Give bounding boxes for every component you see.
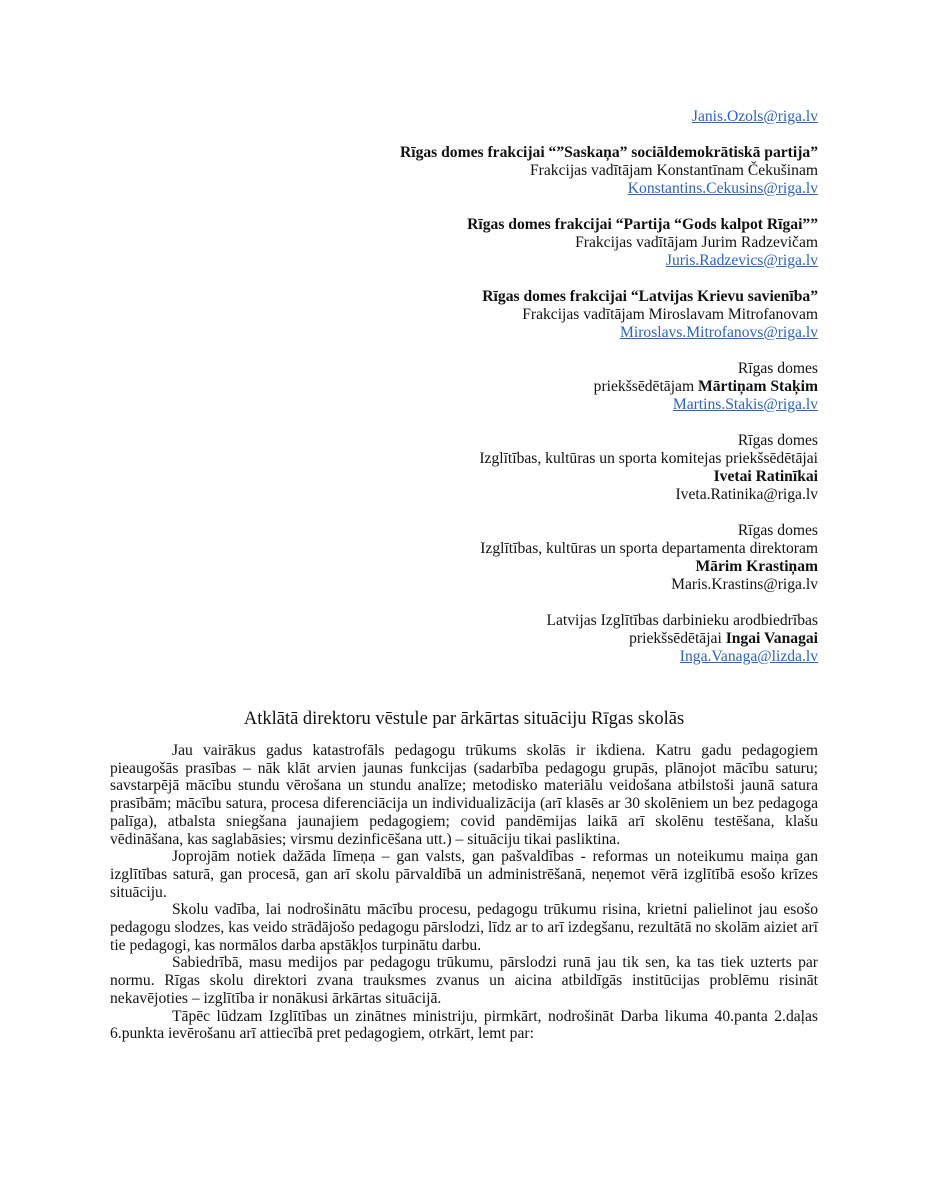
body-paragraph: Joprojām notiek dažāda līmeņa – gan valsts, gan pašvaldības - reformas un noteikumu maiņa gan izglītības saturā, gan procesā, gan arī skolu pārvaldībā un administrēšanā, neņemot vērā izglītībā esošo krīzes situāciju.	[110, 848, 818, 901]
email-link[interactable]: Inga.Vanaga@lizda.lv	[679, 648, 818, 665]
recipient-position: Frakcijas vadītājam Miroslavam Mitrofanovam	[522, 306, 818, 323]
recipient-position: Frakcijas vadītājam Jurim Radzevičam	[575, 234, 818, 251]
letter-title: Atklātā direktoru vēstule par ārkārtas situāciju Rīgas skolās	[243, 709, 685, 729]
recipient-faction: Rīgas domes frakcijai “Latvijas Krievu savienība”	[482, 288, 818, 305]
addressee-list	[300, 108, 818, 684]
recipient-position: Frakcijas vadītājam Konstantīnam Čekušinam	[530, 162, 818, 179]
body-paragraph: Tāpēc lūdzam Izglītības un zinātnes ministriju, pirmkārt, nodrošināt Darba likuma 40.panta 2.daļas 6.punkta ievērošanu arī attiecībā pret pedagogiem, otrkārt, lemt par:	[110, 1007, 818, 1043]
email-link[interactable]: Martins.Stakis@riga.lv	[672, 396, 818, 413]
email-link[interactable]: Janis.Ozols@riga.lv	[691, 108, 818, 125]
recipient-name: Mārim Krastiņam	[695, 558, 818, 575]
recipient-email-text: Maris.Krastins@riga.lv	[671, 576, 818, 593]
recipient-institution: Rīgas domes	[737, 522, 818, 539]
recipient-saskana	[300, 144, 818, 198]
letter-body	[110, 742, 818, 1043]
recipient-faction: Rīgas domes frakcijai “”Saskaņa” sociāldemokrātiskā partija”	[399, 144, 818, 161]
recipient-chairman	[300, 360, 818, 414]
email-link[interactable]: Juris.Radzevics@riga.lv	[665, 252, 818, 269]
recipient-krievu-savieniba	[300, 288, 818, 342]
recipient-position	[300, 630, 818, 648]
recipient-institution: Rīgas domes	[737, 360, 818, 377]
recipient-name: Mārtiņam Staķim	[698, 378, 818, 395]
recipient-department-director	[300, 522, 818, 594]
recipient-ozols	[300, 108, 818, 126]
recipient-faction: Rīgas domes frakcijai “Partija “Gods kalpot Rīgai””	[467, 216, 818, 233]
body-paragraph: Sabiedrībā, masu medijos par pedagogu trūkumu, pārslodzi runā jau tik sen, ka tas tiek uzterts par normu. Rīgas skolu direktori zvana trauksmes zvanus un aicina atbildīgās institūcijas problēmu risināt nekavējoties – izglītība ir nonākusi ārkārtas situācijā.	[110, 954, 818, 1007]
recipient-union-chair	[300, 612, 818, 666]
recipient-institution: Rīgas domes	[737, 432, 818, 449]
recipient-email-text: Iveta.Ratinika@riga.lv	[675, 486, 818, 503]
position-title: priekšsēdētājai	[629, 630, 726, 647]
position-title: priekšsēdētājam	[593, 378, 699, 395]
recipient-institution: Latvijas Izglītības darbinieku arodbiedrības	[546, 612, 818, 629]
recipient-position: Izglītības, kultūras un sporta departamenta direktoram	[480, 540, 818, 557]
recipient-committee-chair	[300, 432, 818, 504]
recipient-name: Ingai Vanagai	[725, 630, 818, 647]
body-paragraph: Skolu vadība, lai nodrošinātu mācību procesu, pedagogu trūkumu risina, krietni palielinot jau esošo pedagogu slodzes, kas veido strādājošo pedagogu pārslodzi, līdz ar to arī izdegšanu, rezultātā no skolām aiziet arī tie pedagogi, kas normālos darba apstākļos turpinātu darbu.	[110, 901, 818, 954]
recipient-name: Ivetai Ratinīkai	[713, 468, 818, 485]
email-link[interactable]: Konstantins.Cekusins@riga.lv	[627, 180, 818, 197]
email-link[interactable]: Miroslavs.Mitrofanovs@riga.lv	[620, 324, 818, 341]
body-paragraph: Jau vairākus gadus katastrofāls pedagogu trūkums skolās ir ikdiena. Katru gadu pedagogiem pieaugošās prasības – nāk klāt arvien jaunas funkcijas (sadarbība pedagogu grupās, plānojot mācību saturu; savstarpējā mācību stundu vērošana un stundu analīze; metodisko materiālu veidošana atbilstoši jaunā satura prasībām; mācību satura, procesa diferenciācija un individualizācija (arī klasēs ar 30 skolēniem un bez pedagoga palīga), atbalsta sniegšana jaunajiem pedagogiem; covid pandēmijas laikā arī skolēnu testēšana, klašu vēdināšana, kas saglabāsies; virsmu dezinficēšana utt.) – situāciju tikai pasliktina.	[110, 742, 818, 848]
recipient-gods-kalpot	[300, 216, 818, 270]
recipient-position: Izglītības, kultūras un sporta komitejas priekšsēdētājai	[479, 450, 818, 467]
recipient-position	[300, 378, 818, 396]
